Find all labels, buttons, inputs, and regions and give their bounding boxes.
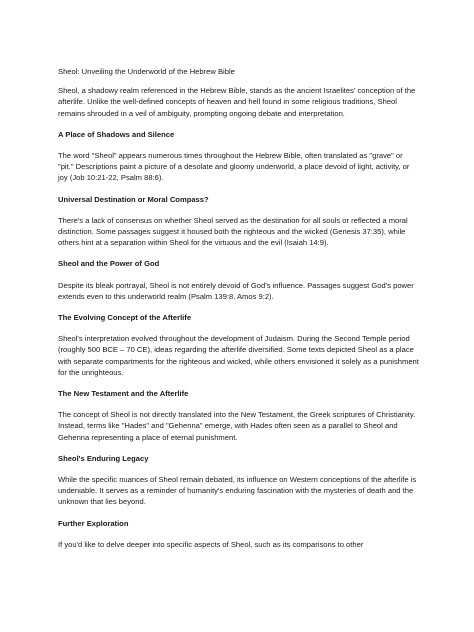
section-heading: Sheol and the Power of God [58, 259, 160, 269]
section-paragraph: There's a lack of consensus on whether Sheol served as the destination for all souls or reflected a moral distinction. Some passages suggest it housed both the righteous and the wicked (Genesis 37:35), while others hint at a separation within Sheol for the virtuous and the evil (Isaiah 14:9). [58, 215, 408, 248]
intro-paragraph: Sheol, a shadowy realm referenced in the Hebrew Bible, stands as the ancient Israelites' conception of the afterlife. Unlike the well-defined concepts of heaven and hell found in some religious traditions, Sheol remains shrouded in a veil of ambiguity, prompting ongoing debate and interpretation. [58, 86, 416, 118]
section-heading: The New Testament and the Afterlife [58, 389, 189, 399]
section-paragraph: Despite its bleak portrayal, Sheol is not entirely devoid of God's influence. Passages suggest God's power extends even to this underworld realm (Psalm 139:8, Amos 9:2). [58, 280, 414, 301]
document-title: Sheol: Unveiling the Underworld of the Hebrew Bible [58, 67, 235, 76]
document-content [58, 66, 420, 560]
section-heading: The Evolving Concept of the Afterlife [58, 313, 192, 323]
section-paragraph: The concept of Sheol is not directly translated into the New Testament, the Greek scriptures of Christianity. Instead, terms like "Hades" and "Gehenna" emerge, with Hades often seen as a parallel to Sheol and Gehenna representing a place of eternal punishment. [58, 410, 416, 442]
section-paragraph: Sheol's interpretation evolved throughout the development of Judaism. During the Second Temple period (roughly 500 BCE – 70 CE), ideas regarding the afterlife diversified. Some texts depicted Sheol as a place with separate compartments for the righteous and wicked, while others envisioned it solely as a punishment for the unrighteous. [58, 334, 419, 377]
section-heading: Universal Destination or Moral Compass? [58, 194, 209, 204]
section-paragraph: If you'd like to delve deeper into specific aspects of Sheol, such as its comparisons to other [58, 539, 364, 549]
section-paragraph: While the specific nuances of Sheol remain debated, its influence on Western conceptions of the afterlife is undeniable. It serves as a reminder of humanity's enduring fascination with the mysteries of death and the unknown that lies beyond. [58, 475, 417, 507]
section-heading: A Place of Shadows and Silence [58, 129, 175, 139]
section-heading: Further Exploration [58, 518, 129, 528]
section-heading: Sheol's Enduring Legacy [58, 453, 149, 463]
section-paragraph: The word "Sheol" appears numerous times throughout the Hebrew Bible, often translated as "grave" or "pit." Descriptions paint a picture of a desolate and gloomy underworld, a place devoid of light, activity, or joy (Job 10:21-22, Psalm 88:6). [58, 151, 410, 183]
